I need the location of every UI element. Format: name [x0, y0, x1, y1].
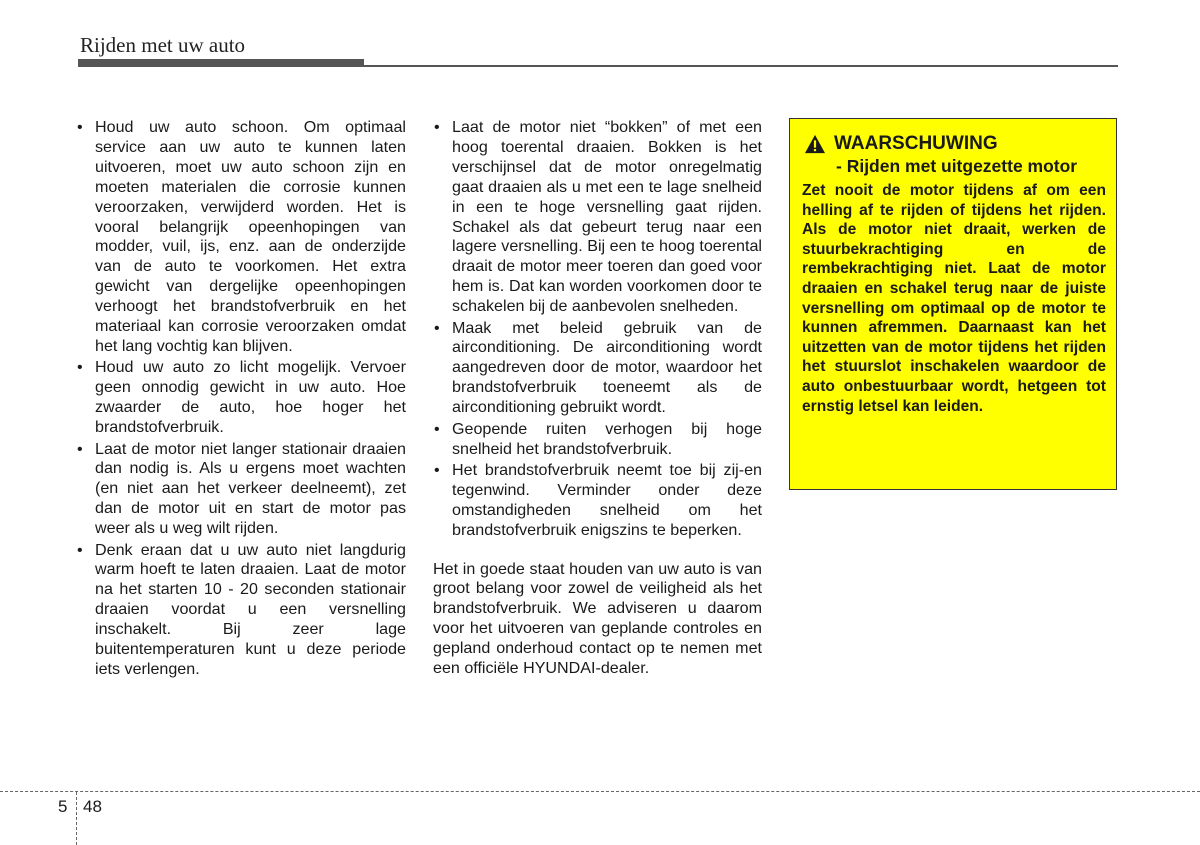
- list-item: • Laat de motor niet “bokken” of met een hoog toerental draaien. Bokken is het verschijnsel dat de motor onregelmatig gaat draaien als u met een te lage snelheid in een te hoge versnelling gaat rijden. Schakel als dat gebeurt terug naar een lagere versnelling. Bij een te hoog toerental draait de motor meer toeren dan goed voor hem is. Dat kan worden voorkomen door te schakelen bij de aanbevolen snelheden.: [433, 118, 762, 317]
- header-rule: [78, 65, 1118, 67]
- warning-subtitle: - Rijden met uitgezette motor: [836, 156, 1078, 176]
- bullet-list: [76, 118, 406, 680]
- left-column: [76, 118, 406, 681]
- list-item: • Denk eraan dat u uw auto niet langdurig warm hoeft te laten draaien. Laat de motor na het starten 10 - 20 seconden stationair draaien voordat u een versnelling inschakelt. Bij zeer lage buitentemperaturen kunt u deze periode iets verlengen.: [76, 541, 406, 680]
- warning-box: [789, 118, 1117, 490]
- warning-title: WAARSCHUWING: [834, 133, 998, 154]
- list-item: • Houd uw auto zo licht mogelijk. Vervoer geen onnodig gewicht in uw auto. Hoe zwaarder de auto, hoe hoger het brandstofverbruik.: [76, 358, 406, 438]
- warning-text: Zet nooit de motor tijdens af om een helling af te rijden of tijdens het rijden. Als de motor niet draait, werken de stuurbekrachtiging en de rembekrachtiging niet. Laat de motor draaien en schakel terug naar de juiste versnelling om optimaal op de motor te kunnen afremmen. Daarnaast kan het uitzetten van de motor tijdens het rijden het stuurslot inschakelen waardoor de auto onbestuurbaar wordt, hetgeen tot ernstig letsel kan leiden.: [802, 182, 1106, 415]
- warning-heading: [804, 133, 1106, 155]
- list-item: • Het brandstofverbruik neemt toe bij zij-en tegenwind. Verminder onder deze omstandigheden snelheid om het brandstofverbruik enigszins te beperken.: [433, 461, 762, 541]
- chapter-number: 5: [58, 797, 68, 816]
- middle-column: [433, 118, 762, 679]
- body-paragraph: Het in goede staat houden van uw auto is van groot belang voor zowel de veiligheid als het brandstofverbruik. We adviseren u daarom voor het uitvoeren van geplande controles en gepland onderhoud contact op te nemen met een officiële HYUNDAI-dealer.: [433, 559, 762, 678]
- list-item: • Houd uw auto schoon. Om optimaal service aan uw auto te kunnen laten uitvoeren, moet uw auto schoon zijn en moeten materialen die corrosie kunnen veroorzaken, verwijderd worden. Het is vooral belangrijk opeenhopingen van modder, vuil, ijs, enz. aan de onderzijde van de auto te voorkomen. Het extra gewicht van dergelijke opeenhopingen verhoogt het brandstofverbruik en het materiaal kan corrosie veroorzaken omdat het lang vochtig kan blijven.: [76, 118, 406, 357]
- footer-vertical-divider: [76, 792, 77, 845]
- section-title: Rijden met uw auto: [80, 33, 246, 57]
- warning-triangle-icon: [804, 134, 826, 154]
- list-item: • Maak met beleid gebruik van de airconditioning. De airconditioning wordt aangedreven door de motor, waardoor het brandstofverbruik toeneemt als de airconditioning gebruikt wordt.: [433, 319, 762, 419]
- page-number: 48: [83, 797, 102, 816]
- bullet-list: [433, 118, 762, 541]
- footer-divider: [0, 791, 1200, 792]
- list-item: • Geopende ruiten verhogen bij hoge snelheid het brandstofverbruik.: [433, 420, 762, 460]
- list-item: • Laat de motor niet langer stationair draaien dan nodig is. Als u ergens moet wachten (en niet aan het verkeer deelneemt), zet dan de motor uit en start de motor pas weer als u weg wilt rijden.: [76, 440, 406, 540]
